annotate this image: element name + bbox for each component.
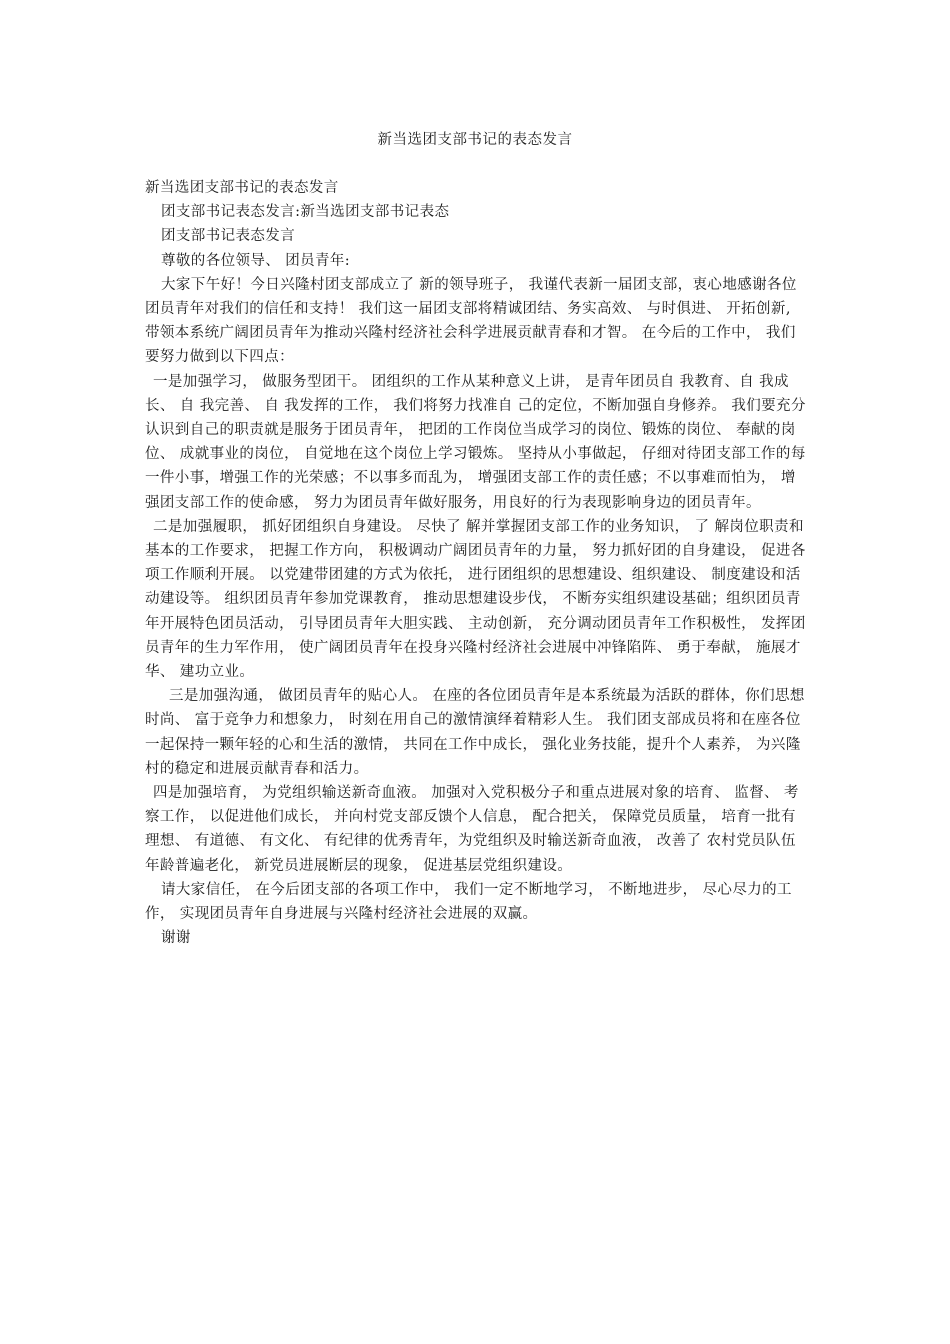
paragraph-point-4: 四是加强培育， 为党组织输送新奇血液。 加强对入党积极分子和重点进展对象的培育、 监督、 考察工作， 以促进他们成长， 并向村党支部反馈个人信息， 配合把关， 保障党员质量， 培育一批有理想、 有道德、 有文化、 有纪律的优秀青年，为党组织及时输送新奇血液， 改善了 农村党员队伍年龄普遍老化， 新党员进展断层的现象， 促进基层党组织建设。 [145,785,799,874]
paragraph-point-2: 二是加强履职， 抓好团组织自身建设。 尽快了 解并掌握团支部工作的业务知识， 了 解岗位职责和基本的工作要求， 把握工作方向， 积极调动广阔团员青年的力量， 努力抓好团的自身建设， 促进各项工作顺利开展。 以党建带团建的方式为依托， 进行团组织的思想建设、组织建设、 制度建设和活动建设等。 组织团员青年参加党课教育， 推动思想建设步伐， 不断夯实组织建设基础；组织团员青年开展特色团员活动， 引导团员青年大胆实践、 主动创新， 充分调动团员青年工作积极性， 发挥团员青年的生力军作用， 使广阔团员青年在投身兴隆村经济社会进展中冲锋陷阵、 勇于奉献， 施展才华、 建功立业。 [145,518,806,681]
paragraph-closing: 请大家信任， 在今后团支部的各项工作中， 我们一定不断地学习， 不断地进步， 尽心尽力的工作， 实现团员青年自身进展与兴隆村经济社会进展的双赢。 [145,881,792,923]
subheading-line: 团支部书记表态发言 [161,228,296,245]
paragraph-point-1: 一是加强学习， 做服务型团干。 团组织的工作从某种意义上讲， 是青年团员自 我教育、自 我成长、 自 我完善、 自 我发挥的工作， 我们将努力找准自 己的定位，不断加强自身修养。 我们要充分认识到自己的职责就是服务于团员青年， 把团的工作岗位当成学习的岗位、锻炼的岗位、 奉献的岗位、 成就事业的岗位， 自觉地在这个岗位上学习锻炼。 坚持从小事做起， 仔细对待团支部工作的每一件小事，增强工作的光荣感；不以事多而乱为， 增强团支部工作的责任感；不以事难而怕为， 增强团支部工作的使命感， 努力为团员青年做好服务，用良好的行为表现影响身边的团员青年。 [145,373,806,511]
paragraph-opening: 大家下午好！今日兴隆村团支部成立了 新的领导班子， 我谨代表新一届团支部，衷心地感谢各位团员青年对我们的信任和支持！ 我们这一届团支部将精诚团结、务实高效、 与时俱进、 开拓创新, 带领本系统广阔团员青年为推动兴隆村经济社会科学进展贡献青春和才智。 在今后的工作中， 我们要努力做到以下四点： [145,276,797,366]
document-title: 新当选团支部书记的表态发言 [377,132,573,148]
salutation: 尊敬的各位领导、 团员青年: [161,252,351,269]
heading-line: 新当选团支部书记的表态发言 [145,180,339,196]
document-body [145,176,810,951]
paragraph-point-3: 三是加强沟通， 做团员青年的贴心人。 在座的各位团员青年是本系统最为活跃的群体，你们思想时尚、 富于竞争力和想象力， 时刻在用自己的激情演绎着精彩人生。 我们团支部成员将和在座各位一起保持一颗年轻的心和生活的激情， 共同在工作中成长， 强化业务技能，提升个人素养， 为兴隆村的稳定和进展贡献青春和活力。 [145,688,805,777]
sign-off: 谢谢 [161,930,191,947]
subheading-line: 团支部书记表态发言:新当选团支部书记表态 [161,204,450,221]
